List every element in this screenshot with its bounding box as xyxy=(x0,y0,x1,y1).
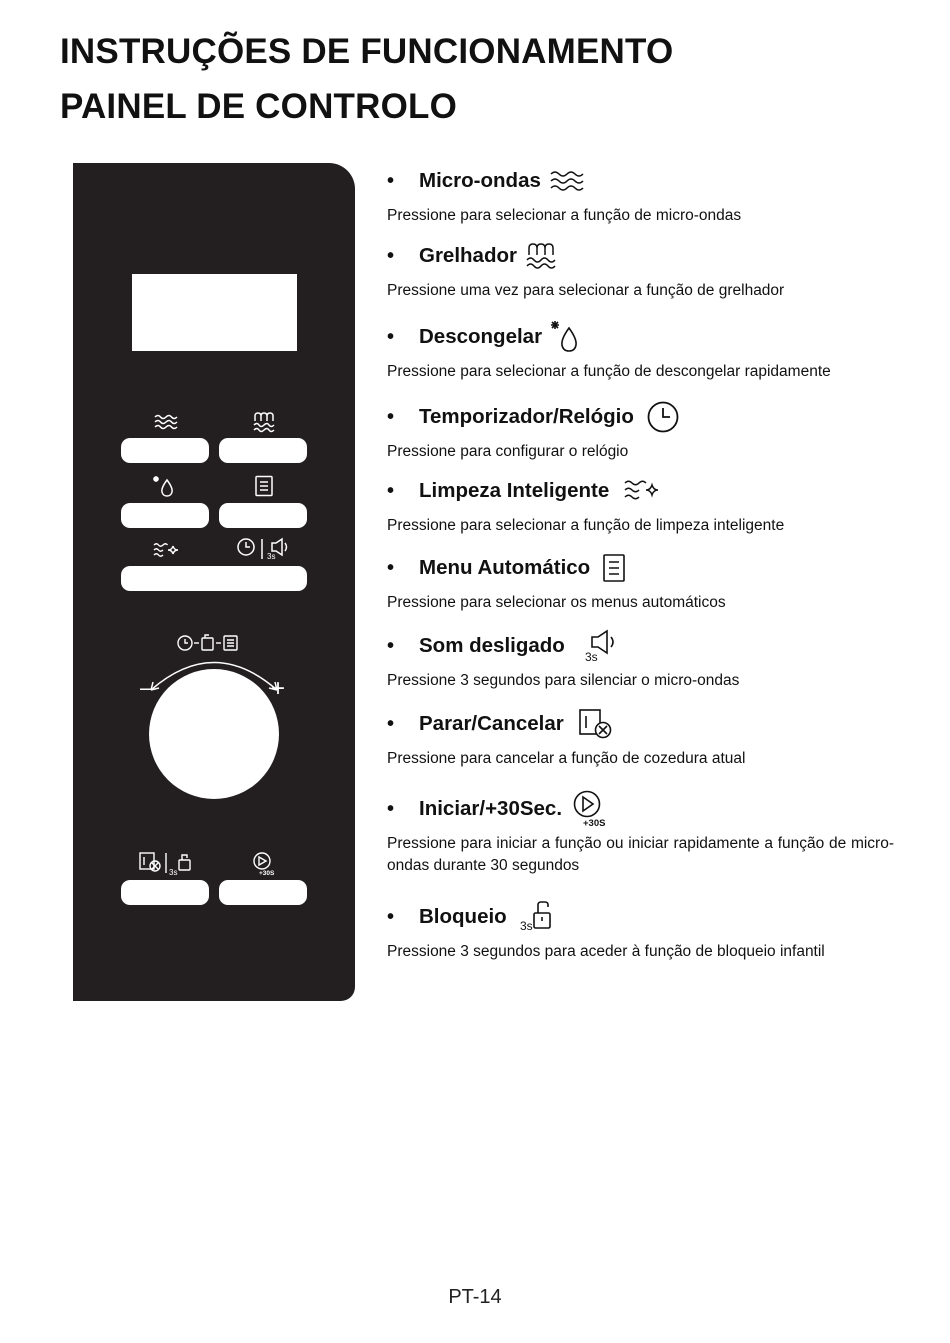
clock-and-sound-off-icon xyxy=(236,537,292,561)
display-window xyxy=(132,274,297,351)
microwave-waves-icon xyxy=(549,168,585,194)
function-title: Parar/Cancelar xyxy=(419,712,564,735)
defrost-drop-icon xyxy=(550,319,580,355)
page-title: INSTRUÇÕES DE FUNCIONAMENTO xyxy=(60,32,674,71)
stop-cancel-button[interactable] xyxy=(121,880,209,905)
function-description: Pressione 3 segundos para aceder à função de bloqueio infantil xyxy=(387,943,825,960)
svg-text:+30S: +30S xyxy=(583,818,606,829)
function-item-start: • Iniciar/+30Sec. +30S Pressione para iniciar a função ou iniciar rapidamente a função de micro-ondas durante 30 segundos xyxy=(387,791,894,877)
smart-clean-icon xyxy=(152,541,180,559)
function-item-timer-clock: • Temporizador/Relógio Pressione para configurar o relógio xyxy=(387,399,894,463)
function-description: Pressione para cancelar a função de cozedura atual xyxy=(387,750,746,767)
function-description: Pressione para iniciar a função ou iniciar rapidamente a função de micro-ondas durante 30 segundos xyxy=(387,835,894,874)
function-title: Limpeza Inteligente xyxy=(419,479,610,502)
function-title: Iniciar/+30Sec. xyxy=(419,797,563,820)
function-description: Pressione para selecionar a função de micro-ondas xyxy=(387,207,742,224)
svg-text:3s: 3s xyxy=(267,552,276,561)
function-description: Pressione 3 segundos para silenciar o micro-ondas xyxy=(387,672,740,689)
control-knob[interactable] xyxy=(149,669,279,799)
grill-icon xyxy=(252,411,276,433)
function-description: Pressione para selecionar os menus automáticos xyxy=(387,594,726,611)
function-description: Pressione uma vez para selecionar a função de grelhador xyxy=(387,282,785,299)
function-item-stop-cancel: • Parar/Cancelar Pressione para cancelar a função de cozedura atual xyxy=(387,706,894,770)
function-title: Som desligado xyxy=(419,634,565,657)
defrost-drop-icon xyxy=(152,474,176,498)
function-title: Descongelar xyxy=(419,325,543,348)
start-30s-icon xyxy=(251,851,279,877)
svg-text:3s: 3s xyxy=(169,868,178,877)
defrost-button[interactable] xyxy=(121,503,209,528)
function-description: Pressione para configurar o relógio xyxy=(387,443,629,460)
svg-text:+30S: +30S xyxy=(259,870,275,877)
function-item-defrost: • Descongelar Pressione para selecionar a função de descongelar rapidamente xyxy=(387,319,894,383)
stop-cancel-icon xyxy=(578,708,614,740)
knob-mode-icons xyxy=(177,633,249,653)
knob-minus-label: – xyxy=(140,675,153,700)
clean-clock-button[interactable] xyxy=(121,566,307,591)
page-number: PT-14 xyxy=(448,1286,502,1308)
function-item-microwave: • Micro-ondas Pressione para selecionar a função de micro-ondas xyxy=(387,163,894,227)
lock-3s-icon xyxy=(519,900,553,934)
function-item-smart-clean: • Limpeza Inteligente Pressione para selecionar a função de limpeza inteligente xyxy=(387,473,894,537)
auto-menu-button[interactable] xyxy=(219,503,307,528)
function-title: Temporizador/Relógio xyxy=(419,405,634,428)
function-item-sound-off: • Som desligado 3s Pressione 3 segundos para silenciar o micro-ondas xyxy=(387,628,894,692)
function-title: Bloqueio xyxy=(419,905,507,928)
function-title: Grelhador xyxy=(419,244,517,267)
function-item-lock: • Bloqueio 3s Pressione 3 segundos para aceder à função de bloqueio infantil xyxy=(387,899,894,963)
function-description: Pressione para selecionar a função de limpeza inteligente xyxy=(387,517,785,534)
function-description: Pressione para selecionar a função de descongelar rapidamente xyxy=(387,363,831,380)
grill-button[interactable] xyxy=(219,438,307,463)
svg-text:3s: 3s xyxy=(519,919,533,933)
start-button[interactable] xyxy=(219,880,307,905)
sound-off-3s-icon xyxy=(583,629,619,663)
clock-icon xyxy=(646,400,680,434)
function-item-auto-menu: • Menu Automático Pressione para selecionar os menus automáticos xyxy=(387,550,894,614)
microwave-waves-icon xyxy=(153,413,179,431)
function-item-grill: • Grelhador Pressione uma vez para selecionar a função de grelhador xyxy=(387,238,894,302)
microwave-button[interactable] xyxy=(121,438,209,463)
page-subtitle: PAINEL DE CONTROLO xyxy=(60,87,458,126)
svg-text:3s: 3s xyxy=(584,650,598,663)
auto-menu-icon xyxy=(254,475,274,497)
function-title: Menu Automático xyxy=(419,556,591,579)
knob-plus-label: + xyxy=(271,675,286,702)
function-title: Micro-ondas xyxy=(419,169,541,192)
control-panel-illustration xyxy=(73,163,355,1001)
start-30s-icon xyxy=(572,789,610,829)
grill-icon xyxy=(525,242,557,270)
smart-clean-icon xyxy=(623,478,661,504)
auto-menu-icon xyxy=(602,553,626,583)
stop-cancel-lock-icon xyxy=(139,851,195,877)
